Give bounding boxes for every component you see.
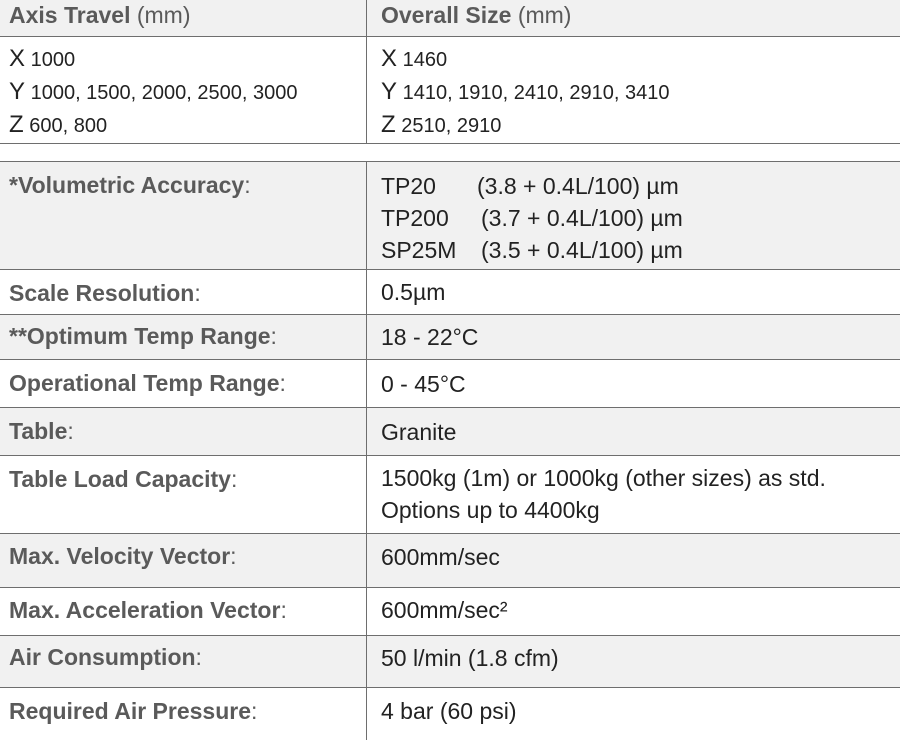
accuracy-line <box>381 234 683 266</box>
column-divider <box>366 360 367 407</box>
overall-size-list <box>381 43 670 142</box>
spec-label <box>9 466 237 493</box>
spec-row-accuracy <box>0 162 900 270</box>
spec-label-text: Max. Acceleration Vector <box>9 597 281 623</box>
overall-size-heading <box>381 2 571 29</box>
spec-label-text: Operational Temp Range <box>9 370 280 396</box>
column-divider <box>366 588 367 635</box>
axis-values: 1000, 1500, 2000, 2500, 3000 <box>30 82 298 104</box>
spec-row-optimum-temp <box>0 315 900 360</box>
column-divider <box>366 456 367 533</box>
spec-row-load-capacity <box>0 456 900 534</box>
axis-travel-title: Axis Travel <box>9 2 131 28</box>
spec-label <box>9 698 257 725</box>
axis-values: 2510, 2910 <box>401 115 502 137</box>
spec-value: 600mm/sec <box>381 544 500 570</box>
spec-label <box>9 597 287 624</box>
spec-label-colon: : <box>251 698 258 724</box>
overall-size-unit: (mm) <box>517 2 572 28</box>
spec-label-text: Required Air Pressure <box>9 698 252 724</box>
column-divider <box>366 688 367 740</box>
axis-travel-x <box>9 43 298 76</box>
accuracy-formula: (3.8 + 0.4L/100) µm <box>477 173 679 199</box>
spec-value-line: Options up to 4400kg <box>381 497 600 523</box>
spec-row-table <box>0 408 900 456</box>
spec-label-text: Table Load Capacity <box>9 466 231 492</box>
axis-values: 1460 <box>402 49 448 71</box>
axis-values: 1410, 1910, 2410, 2910, 3410 <box>402 82 670 104</box>
axis-letter: Z <box>9 111 24 138</box>
axis-letter: X <box>9 45 26 72</box>
accuracy-values <box>381 170 683 266</box>
spec-label-text: Air Consumption <box>9 644 196 670</box>
spec-label <box>9 172 251 199</box>
spec-row-max-velocity <box>0 534 900 588</box>
spec-value <box>381 462 826 526</box>
spec-value: 0.5µm <box>381 279 446 305</box>
spec-label-colon: : <box>279 370 286 396</box>
overall-size-title: Overall Size <box>381 2 512 28</box>
axis-letter: Y <box>9 78 26 105</box>
spec-row-air-consumption <box>0 636 900 688</box>
spec-row-operational-temp <box>0 360 900 408</box>
spec-label-colon: : <box>280 597 287 623</box>
table-gap <box>0 144 900 162</box>
spec-value: 50 l/min (1.8 cfm) <box>381 645 559 671</box>
spec-label <box>9 323 277 350</box>
axis-travel-list <box>9 43 298 142</box>
spec-value-line: 1500kg (1m) or 1000kg (other sizes) as std. <box>381 465 826 491</box>
spec-label-colon: : <box>67 418 74 444</box>
overall-size-z <box>381 109 670 142</box>
spec-label-colon: : <box>244 172 251 198</box>
overall-size-x <box>381 43 670 76</box>
column-divider <box>366 636 367 687</box>
probe-name: TP20 <box>381 173 436 199</box>
spec-row-air-pressure <box>0 688 900 740</box>
spec-value: 0 - 45°C <box>381 371 466 397</box>
accuracy-formula: (3.7 + 0.4L/100) µm <box>481 205 683 231</box>
spec-label-colon: : <box>230 466 238 492</box>
column-divider <box>366 162 367 269</box>
axis-travel-heading <box>9 2 191 29</box>
column-divider <box>366 37 367 143</box>
column-divider <box>366 270 367 314</box>
axis-travel-z <box>9 109 298 142</box>
accuracy-line <box>381 170 683 202</box>
spec-value: Granite <box>381 419 457 445</box>
spec-label <box>9 280 201 307</box>
spec-label-text: **Optimum Temp Range <box>9 323 271 349</box>
column-divider <box>366 315 367 359</box>
spec-value: 18 - 22°C <box>381 324 479 350</box>
spec-label-text: Max. Velocity Vector <box>9 543 231 569</box>
spec-label-colon: : <box>230 543 237 569</box>
accuracy-formula: (3.5 + 0.4L/100) µm <box>481 237 683 263</box>
spec-label-text: *Volumetric Accuracy <box>9 172 245 198</box>
axis-values: 600, 800 <box>29 115 108 137</box>
spec-value: 600mm/sec² <box>381 597 508 623</box>
column-divider <box>366 408 367 455</box>
header-row <box>0 0 900 37</box>
spec-label-colon: : <box>194 280 201 306</box>
spec-label <box>9 370 286 397</box>
spec-label-text: Scale Resolution <box>9 280 195 306</box>
spec-row-max-acceleration <box>0 588 900 636</box>
spec-label <box>9 418 74 445</box>
axis-travel-unit: (mm) <box>136 2 191 28</box>
spec-label-colon: : <box>195 644 202 670</box>
spec-row-scale-resolution <box>0 270 900 315</box>
probe-name: TP200 <box>381 205 449 231</box>
column-divider <box>366 534 367 587</box>
column-divider <box>366 0 367 36</box>
axis-size-row <box>0 37 900 144</box>
spec-label <box>9 543 237 570</box>
axis-letter: X <box>381 45 398 72</box>
overall-size-y <box>381 76 670 109</box>
spec-label-text: Table <box>9 418 68 444</box>
axis-letter: Z <box>381 111 396 138</box>
axis-letter: Y <box>381 78 398 105</box>
accuracy-line <box>381 202 683 234</box>
probe-name: SP25M <box>381 237 457 263</box>
spec-label-colon: : <box>270 323 277 349</box>
spec-value: 4 bar (60 psi) <box>381 698 517 724</box>
axis-values: 1000 <box>30 49 76 71</box>
spec-label <box>9 644 202 671</box>
axis-travel-y <box>9 76 298 109</box>
